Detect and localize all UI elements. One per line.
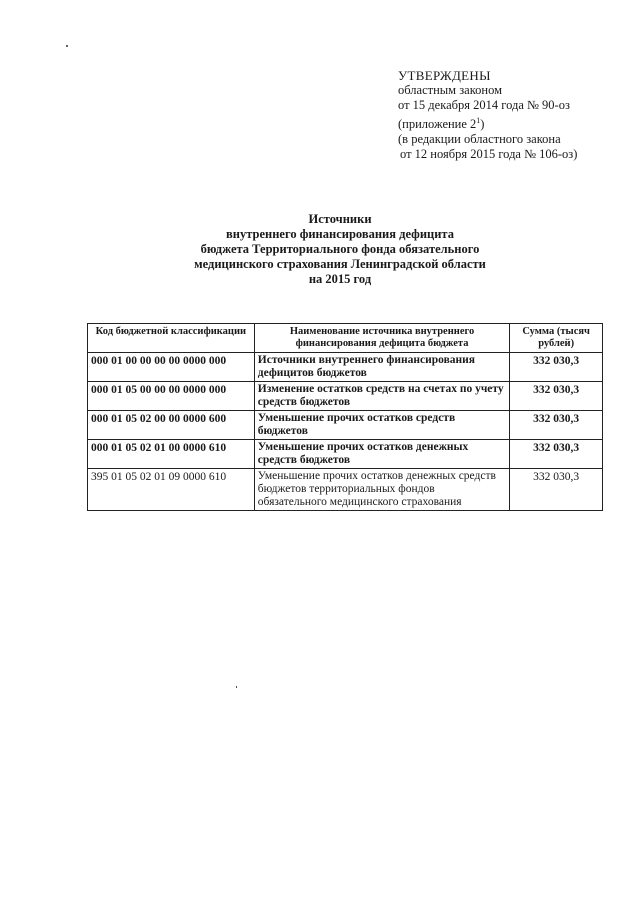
header-amount: Сумма (тысяч рублей) (510, 324, 603, 353)
table-row (88, 353, 603, 382)
table-header-row (88, 324, 603, 353)
cell-amount: 332 030,3 (510, 411, 603, 440)
cell-code: 000 01 00 00 00 00 0000 000 (88, 353, 255, 382)
appendix-close: ) (480, 117, 485, 132)
approval-line: от 12 ноября 2015 года № 106-оз) (400, 147, 578, 162)
document-title (150, 212, 530, 287)
cell-code: 000 01 05 00 00 00 0000 000 (88, 382, 255, 411)
appendix-superscript: 1 (476, 116, 481, 125)
title-line: внутреннего финансирования дефицита (226, 227, 454, 241)
cell-code: 000 01 05 02 00 00 0000 600 (88, 411, 255, 440)
title-line: Источники (308, 212, 372, 226)
approval-stamp (398, 68, 577, 162)
cell-code: 000 01 05 02 01 00 0000 610 (88, 440, 255, 469)
approval-line: (в редакции областного закона (398, 132, 561, 147)
approval-appendix (398, 113, 577, 132)
title-line: медицинского страхования Ленинградской области (194, 257, 486, 271)
cell-amount: 332 030,3 (510, 382, 603, 411)
cell-name: Источники внутреннего финансирования дефицитов бюджетов (254, 353, 510, 382)
table-row (88, 440, 603, 469)
cell-amount: 332 030,3 (510, 440, 603, 469)
financing-sources-table (87, 323, 603, 511)
approval-line: от 15 декабря 2014 года № 90-оз (398, 98, 570, 112)
cell-amount: 332 030,3 (510, 353, 603, 382)
cell-name: Уменьшение прочих остатков средств бюджетов (254, 411, 510, 440)
scan-speck (236, 686, 237, 688)
approval-heading: УТВЕРЖДЕНЫ (398, 68, 491, 83)
header-code: Код бюджетной классификации (88, 324, 255, 353)
title-line: бюджета Территориального фонда обязательного (200, 242, 480, 256)
cell-name: Изменение остатков средств на счетах по учету средств бюджетов (254, 382, 510, 411)
table-row (88, 382, 603, 411)
scan-speck (66, 45, 68, 47)
table-row (88, 469, 603, 511)
appendix-text: (приложение 2 (398, 117, 477, 132)
cell-name: Уменьшение прочих остатков денежных средств бюджетов (254, 440, 510, 469)
cell-amount: 332 030,3 (510, 469, 603, 511)
title-line: на 2015 год (308, 272, 372, 286)
approval-line: областным законом (398, 83, 503, 97)
cell-name: Уменьшение прочих остатков денежных средств бюджетов территориальных фондов обязательного медицинского страхования (254, 469, 510, 511)
table-row (88, 411, 603, 440)
header-name: Наименование источника внутреннего финансирования дефицита бюджета (254, 324, 510, 353)
cell-code: 395 01 05 02 01 09 0000 610 (88, 469, 255, 511)
